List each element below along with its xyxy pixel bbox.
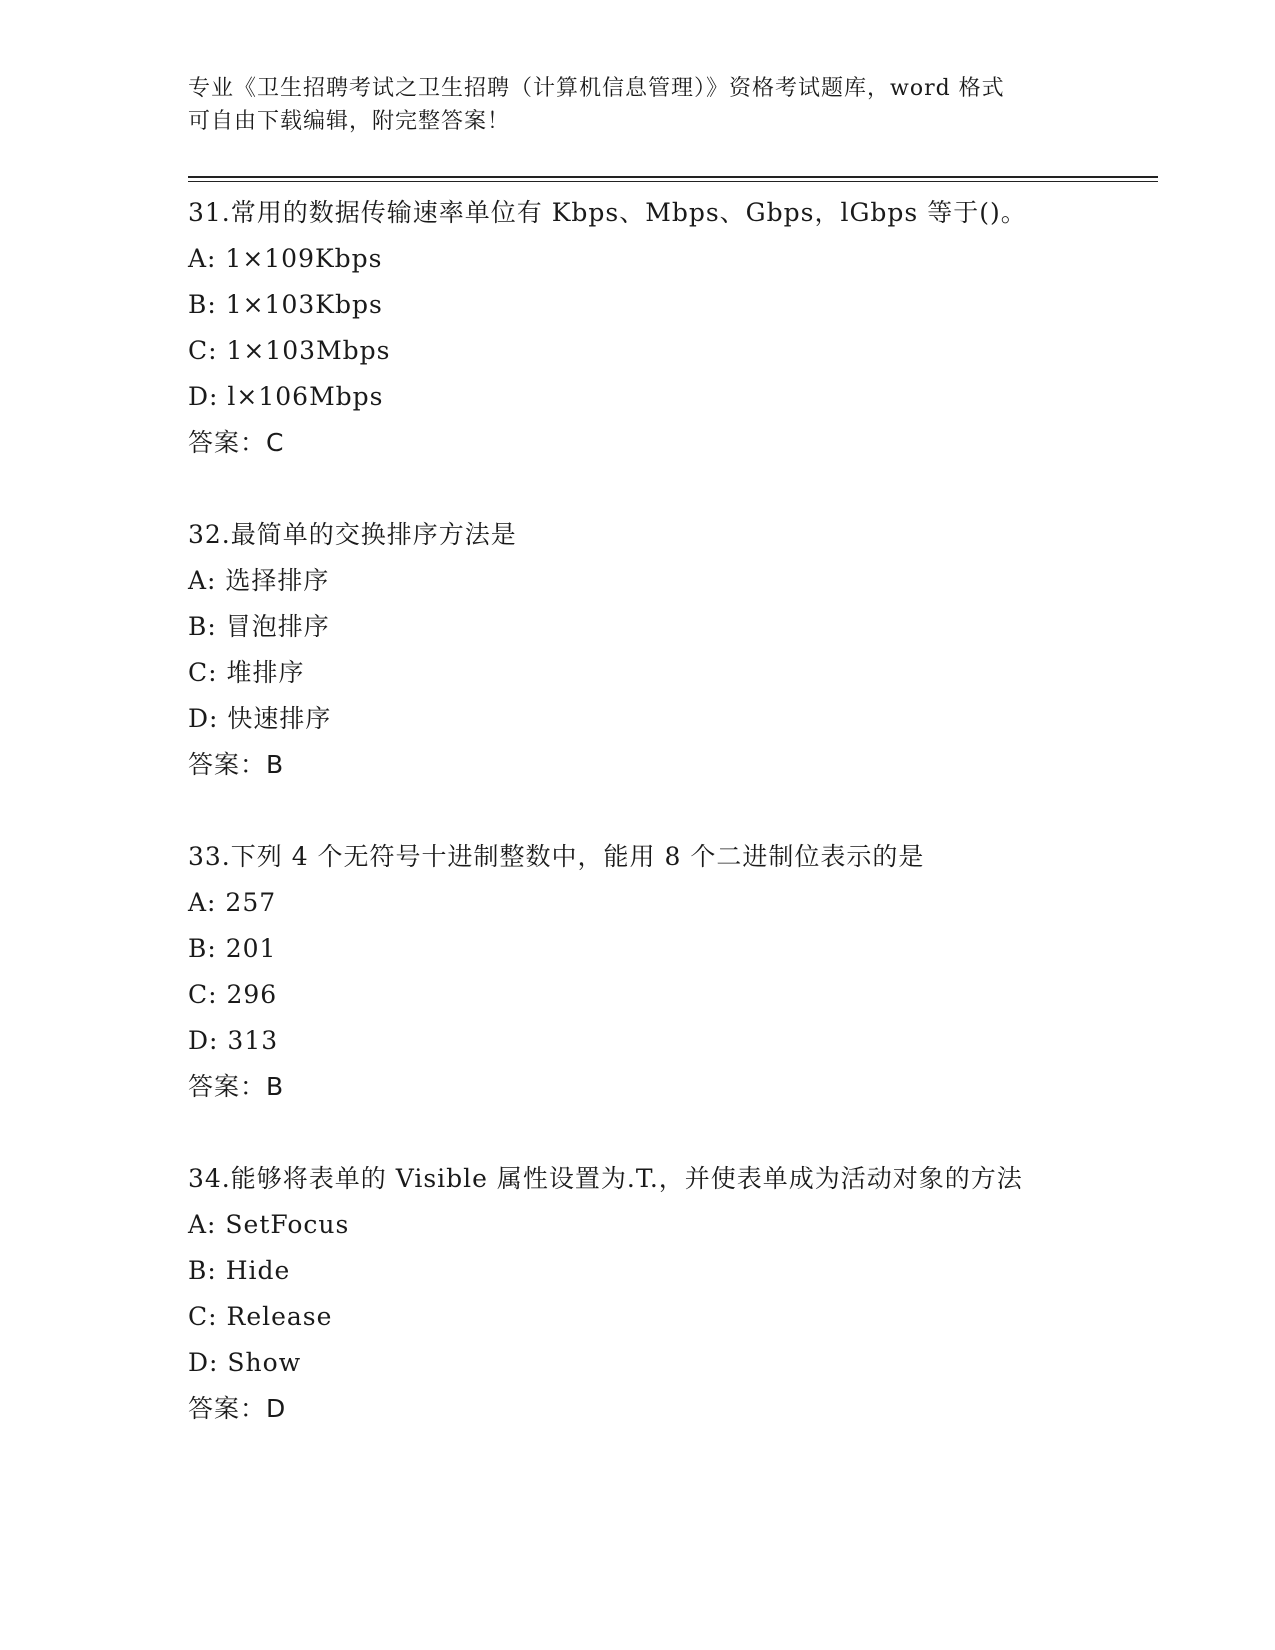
- header-divider-thin: [188, 181, 1158, 182]
- option-b: B: Hide: [188, 1256, 291, 1285]
- answer: 答案：D: [188, 1394, 287, 1423]
- option-a: A: 1×109Kbps: [188, 244, 383, 273]
- answer: 答案：B: [188, 1072, 285, 1101]
- header-line-1: 专业《卫生招聘考试之卫生招聘（计算机信息管理）》资格考试题库，word 格式: [188, 76, 1005, 101]
- question-31: [188, 190, 1088, 466]
- question-list: [188, 190, 1088, 1478]
- question-text: 33.下列 4 个无符号十进制整数中，能用 8 个二进制位表示的是: [188, 842, 925, 871]
- answer: 答案：B: [188, 750, 285, 779]
- answer: 答案：C: [188, 428, 285, 457]
- option-a: A: 257: [188, 888, 277, 917]
- question-text: 34.能够将表单的 Visible 属性设置为.T.，并使表单成为活动对象的方法: [188, 1164, 1023, 1193]
- option-d: D: 313: [188, 1026, 279, 1055]
- option-d: D: Show: [188, 1348, 302, 1377]
- header-line-2: 可自由下载编辑，附完整答案！: [188, 109, 511, 134]
- question-32: [188, 512, 1088, 788]
- option-d: D: l×106Mbps: [188, 382, 384, 411]
- question-text: 31.常用的数据传输速率单位有 Kbps、Mbps、Gbps，lGbps 等于()。: [188, 198, 1027, 227]
- option-a: A: 选择排序: [188, 566, 330, 595]
- option-c: C: Release: [188, 1302, 333, 1331]
- option-d: D: 快速排序: [188, 704, 332, 733]
- option-c: C: 堆排序: [188, 658, 305, 687]
- document-header: [188, 72, 1088, 138]
- option-a: A: SetFocus: [188, 1210, 350, 1239]
- option-b: B: 201: [188, 934, 277, 963]
- question-text: 32.最简单的交换排序方法是: [188, 520, 517, 549]
- header-divider-thick: [188, 176, 1158, 178]
- option-b: B: 1×103Kbps: [188, 290, 383, 319]
- option-c: C: 296: [188, 980, 278, 1009]
- question-34: [188, 1156, 1088, 1432]
- question-33: [188, 834, 1088, 1110]
- option-b: B: 冒泡排序: [188, 612, 330, 641]
- option-c: C: 1×103Mbps: [188, 336, 391, 365]
